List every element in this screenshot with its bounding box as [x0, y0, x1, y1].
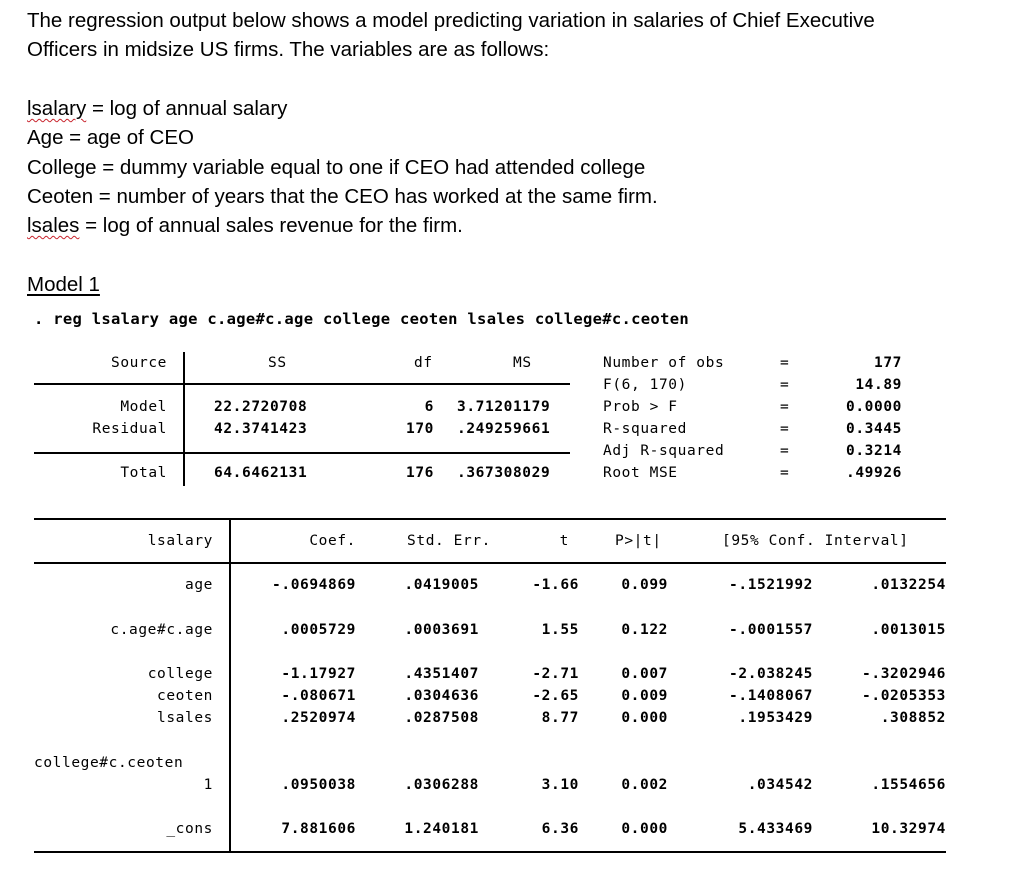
coef-value: -1.17927	[281, 666, 356, 682]
ci-lower: -.1408067	[729, 688, 813, 704]
model-title: Model 1	[27, 273, 100, 296]
coef-var-name: ceoten	[157, 688, 213, 704]
ci-upper: .0013015	[871, 622, 946, 638]
t-value: 1.55	[541, 622, 579, 638]
fit-stat-label: Root MSE	[603, 465, 678, 481]
coef-header-t: t	[559, 533, 569, 549]
std-err-value: .0287508	[404, 710, 479, 726]
intro-line-2: Officers in midsize US firms. The variables are as follows:	[27, 38, 550, 61]
ci-lower: -.0001557	[729, 622, 813, 638]
anova-header-rule	[34, 383, 570, 385]
fit-stat-value: 14.89	[855, 377, 902, 393]
ci-upper: -.0205353	[862, 688, 946, 704]
fit-stat-equals: =	[780, 465, 790, 481]
coef-header-coef: Coef.	[309, 533, 356, 549]
t-value: -1.66	[532, 577, 579, 593]
ci-upper: .308852	[880, 710, 946, 726]
fit-stat-equals: =	[780, 421, 790, 437]
anova-cell-ss: 64.6462131	[214, 465, 308, 481]
fit-stat-value: .49926	[846, 465, 902, 481]
definition-ceoten: Ceoten = number of years that the CEO has worked at the same firm.	[27, 185, 658, 208]
fit-stat-label: Adj R-squared	[603, 443, 725, 459]
ci-upper: 10.32974	[871, 821, 946, 837]
t-value: 6.36	[541, 821, 579, 837]
definition-lsalary: lsalary = log of annual salary	[27, 97, 288, 120]
coef-var-name: lsales	[157, 710, 213, 726]
std-err-value: .0306288	[404, 777, 479, 793]
anova-cell-ms: .249259661	[457, 421, 551, 437]
fit-stat-label: Number of obs	[603, 355, 725, 371]
anova-cell-ss: 42.3741423	[214, 421, 308, 437]
anova-header-source: Source	[111, 355, 167, 371]
p-value: 0.122	[621, 622, 668, 638]
anova-row-label: Residual	[92, 421, 167, 437]
anova-vertical-rule	[183, 352, 185, 486]
coef-header-depvar: lsalary	[147, 533, 213, 549]
coef-header-rule	[34, 562, 946, 564]
coef-header-p: P>|t|	[615, 533, 662, 549]
ci-lower: .034542	[747, 777, 813, 793]
std-err-value: .0003691	[404, 622, 479, 638]
fit-stat-label: R-squared	[603, 421, 687, 437]
anova-cell-df: 6	[424, 399, 434, 415]
t-value: -2.71	[532, 666, 579, 682]
std-err-value: .0304636	[404, 688, 479, 704]
coef-top-rule	[34, 518, 946, 520]
std-err-value: .0419005	[404, 577, 479, 593]
definition-lsales: lsales = log of annual sales revenue for the firm.	[27, 214, 463, 237]
std-err-value: .4351407	[404, 666, 479, 682]
coef-var-name: _cons	[166, 821, 213, 837]
intro-line-1: The regression output below shows a model predicting variation in salaries of Chief Executive	[27, 9, 875, 32]
coef-header-se: Std. Err.	[407, 533, 491, 549]
coef-value: 7.881606	[281, 821, 356, 837]
stata-command: . reg lsalary age c.age#c.age college ceoten lsales college#c.ceoten	[34, 310, 689, 328]
anova-header-ms: MS	[513, 355, 532, 371]
anova-header-df: df	[414, 355, 433, 371]
definition-college: College = dummy variable equal to one if CEO had attended college	[27, 156, 646, 179]
coef-value: .0005729	[281, 622, 356, 638]
t-value: -2.65	[532, 688, 579, 704]
coef-group-label: college#c.ceoten	[34, 755, 184, 771]
term-lsalary: lsalary	[27, 97, 87, 120]
coef-var-name: college	[147, 666, 213, 682]
anova-cell-df: 170	[406, 421, 434, 437]
coef-vertical-rule	[229, 518, 231, 852]
anova-row-label: Model	[120, 399, 167, 415]
fit-stat-equals: =	[780, 443, 790, 459]
coef-value: -.0694869	[272, 577, 356, 593]
coef-header-ci: [95% Conf. Interval]	[722, 533, 909, 549]
coef-value: .0950038	[281, 777, 356, 793]
anova-total-rule	[34, 452, 570, 454]
fit-stat-label: F(6, 170)	[603, 377, 687, 393]
term-lsales: lsales	[27, 214, 80, 237]
coef-value: -.080671	[281, 688, 356, 704]
std-err-value: 1.240181	[404, 821, 479, 837]
p-value: 0.000	[621, 710, 668, 726]
fit-stat-value: 0.0000	[846, 399, 902, 415]
fit-stat-value: 0.3445	[846, 421, 902, 437]
t-value: 3.10	[541, 777, 579, 793]
ci-upper: .0132254	[871, 577, 946, 593]
fit-stat-value: 177	[874, 355, 902, 371]
fit-stat-label: Prob > F	[603, 399, 678, 415]
anova-cell-df: 176	[406, 465, 434, 481]
p-value: 0.007	[621, 666, 668, 682]
coef-var-name: c.age#c.age	[110, 622, 213, 638]
p-value: 0.099	[621, 577, 668, 593]
coef-bottom-rule	[34, 851, 946, 853]
definition-age: Age = age of CEO	[27, 126, 194, 149]
p-value: 0.002	[621, 777, 668, 793]
fit-stat-equals: =	[780, 355, 790, 371]
ci-upper: .1554656	[871, 777, 946, 793]
anova-row-label: Total	[120, 465, 167, 481]
anova-cell-ms: .367308029	[457, 465, 551, 481]
anova-cell-ms: 3.71201179	[457, 399, 551, 415]
ci-upper: -.3202946	[862, 666, 946, 682]
coef-var-name: 1	[203, 777, 213, 793]
anova-cell-ss: 22.2720708	[214, 399, 308, 415]
ci-lower: -.1521992	[729, 577, 813, 593]
p-value: 0.000	[621, 821, 668, 837]
ci-lower: -2.038245	[729, 666, 813, 682]
p-value: 0.009	[621, 688, 668, 704]
ci-lower: .1953429	[738, 710, 813, 726]
coef-value: .2520974	[281, 710, 356, 726]
ci-lower: 5.433469	[738, 821, 813, 837]
fit-stat-equals: =	[780, 399, 790, 415]
fit-stat-value: 0.3214	[846, 443, 902, 459]
t-value: 8.77	[541, 710, 579, 726]
anova-header-ss: SS	[268, 355, 287, 371]
fit-stat-equals: =	[780, 377, 790, 393]
coef-var-name: age	[185, 577, 213, 593]
